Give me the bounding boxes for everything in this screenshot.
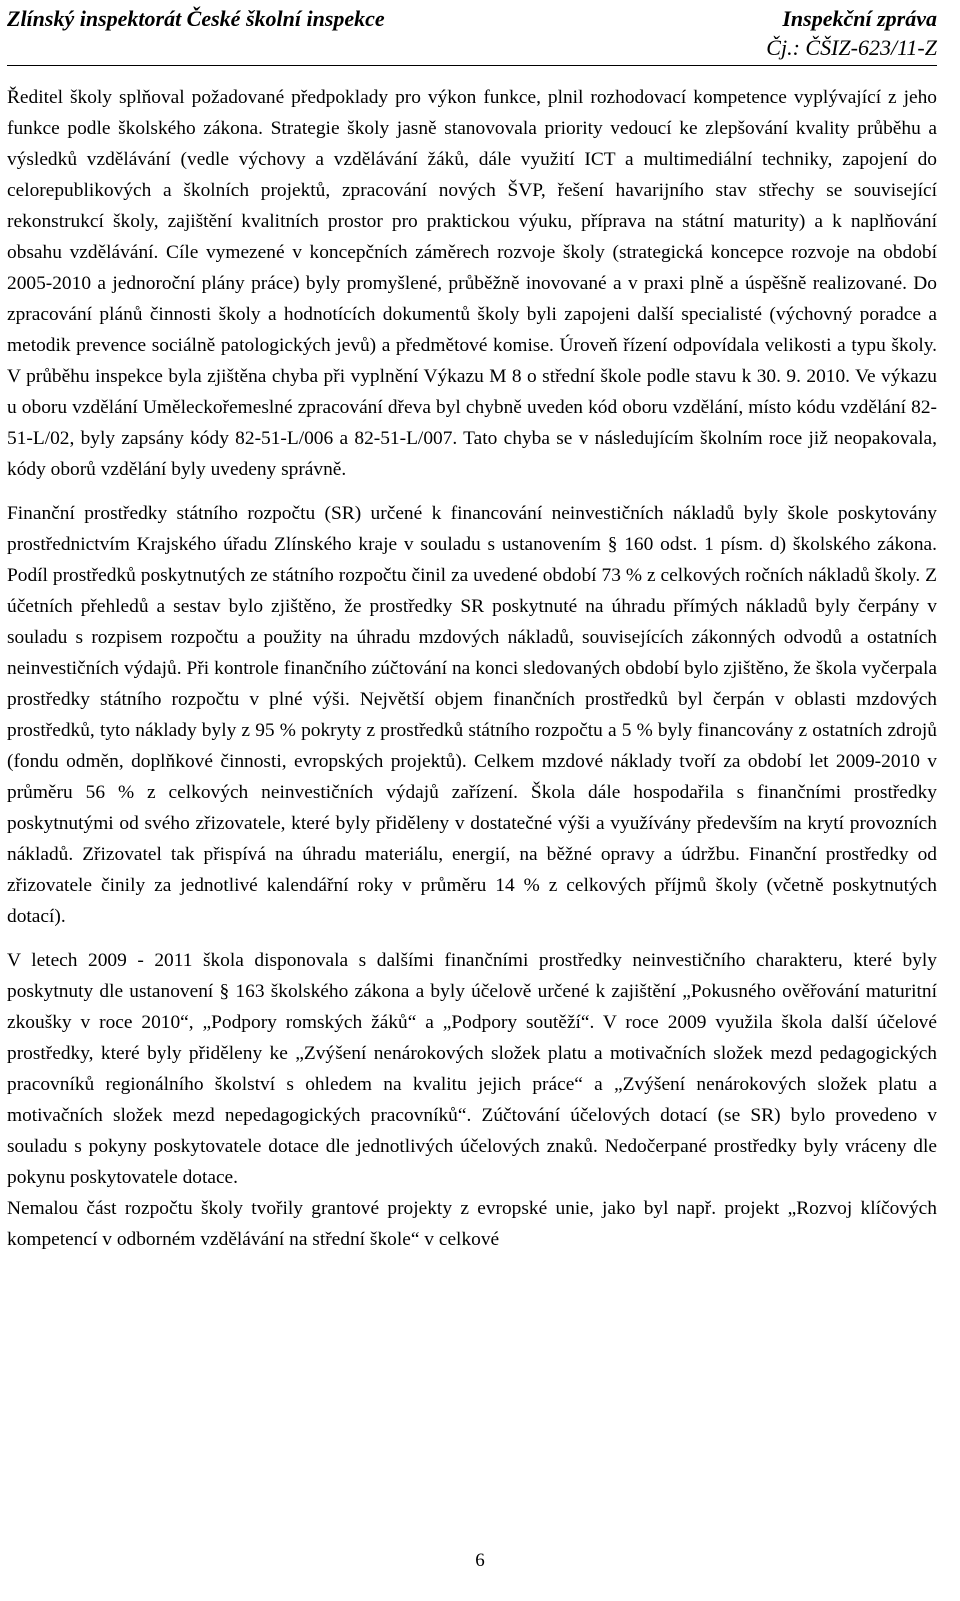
paragraph-grant-projects: Nemalou část rozpočtu školy tvořily grantové projekty z evropské unie, jako byl např. projekt „Rozvoj klíčových kompetencí v odborném vzdělávání na střední škole“ v celkové [7,1198,937,1250]
header-reference: Čj.: ČŠIZ-623/11-Z [766,35,937,60]
paragraph-state-budget: Finanční prostředky státního rozpočtu (SR) určené k financování neinvestičních nákladů byly škole poskytovány prostřednictvím Krajského úřadu Zlínského kraje v souladu s ustanovením § 160 odst. 1 písm. d) školského zákona. Podíl prostředků poskytnutých ze státního rozpočtu činil za uvedené období 73 % z celkových ročních nákladů školy. Z účetních přehledů a sestav bylo zjištěno, že prostředky SR poskytnuté na úhradu přímých nákladů byly čerpány v souladu s rozpisem rozpočtu a použity na úhradu mzdových nákladů, souvisejících zákonných odvodů a ostatních neinvestičních výdajů. Při kontrole finančního zúčtování na konci sledovaných období bylo zjištěno, že škola vyčerpala prostředky státního rozpočtu v plné výši. Největší objem finančních prostředků byl čerpán v oblasti mzdových prostředků, tyto náklady byly z 95 % pokryty z prostředků státního rozpočtu a 5 % byly financovány z ostatních zdrojů (fondu odměn, doplňkové činnosti, evropských projektů). Celkem mzdové náklady tvoří za období let 2009-2010 v průměru 56 % z celkových neinvestičních výdajů zařízení. Škola dále hospodařila s finančními prostředky poskytnutými od svého zřizovatele, které byly přiděleny v dostatečné výši a využívány především na krytí provozních nákladů. Zřizovatel tak přispívá na úhradu materiálu, energií, na běžné opravy a údržbu. Finanční prostředky od zřizovatele činily za jednotlivé kalendářní roky v průměru 14 % z celkových příjmů školy (včetně poskytnutých dotací). [7,503,937,927]
document-body [7,82,937,1255]
header-divider [7,65,937,66]
header-document-type: Inspekční zpráva [782,6,937,31]
page-number: 6 [475,1550,485,1571]
header-right-block [766,4,937,62]
paragraph-targeted-funds: V letech 2009 - 2011 škola disponovala s dalšími finančními prostředky neinvestičního charakteru, které byly poskytnuty dle ustanovení § 163 školského zákona a byly účelově určené k zajištění „Pokusného ověřování maturitní zkoušky v roce 2010“, „Podpory romských žáků“ a „Podpory soutěží“. V roce 2009 využila škola další účelové prostředky, které byly přiděleny ke „Zvýšení nenárokových složek platu a motivačních složek mezd pedagogických pracovníků regionálního školství s ohledem na kvalitu jejich práce“ a „Zvýšení nenárokových složek platu a motivačních složek mezd nepedagogických pracovníků“. Zúčtování účelových dotací (se SR) bylo provedeno v souladu s pokyny poskytovatele dotace dle jednotlivých účelových znaků. Nedočerpané prostředky byly vráceny dle pokynu poskytovatele dotace. [7,950,937,1188]
page-header [7,4,937,62]
header-organization: Zlínský inspektorát České školní inspekce [7,6,385,31]
paragraph-management: Ředitel školy splňoval požadované předpoklady pro výkon funkce, plnil rozhodovací kompetence vyplývající z jeho funkce podle školského zákona. Strategie školy jasně stanovovala priority vedoucí ke zlepšování kvality průběhu a výsledků vzdělávání (vedle výchovy a vzdělávání žáků, dále využití ICT a multimediální techniky, zapojení do celorepublikových a školních projektů, zpracování nových ŠVP, řešení havarijního stav střechy se související rekonstrukcí školy, zajištění kvalitních prostor pro praktickou výuku, příprava na státní maturity) a k naplňování obsahu vzdělávání. Cíle vymezené v koncepčních záměrech rozvoje školy (strategická koncepce rozvoje na období 2005-2010 a jednoroční plány práce) byly promyšlené, průběžně inovované a v praxi plně a úspěšně realizované. Do zpracování plánů činnosti školy a hodnotících dokumentů školy byli zapojeni další specialisté (výchovný poradce a metodik prevence sociálně patologických jevů) a předmětové komise. Úroveň řízení odpovídala velikosti a typu školy. V průběhu inspekce byla zjištěna chyba při vyplnění Výkazu M 8 o střední škole podle stavu k 30. 9. 2010. Ve výkazu u oboru vzdělání Uměleckořemeslné zpracování dřeva byl chybně uveden kód oboru vzdělání, místo kódu vzdělání 82-51-L/02, byly zapsány kódy 82-51-L/006 a 82-51-L/007. Tato chyba se v následujícím školním roce již neopakovala, kódy oborů vzdělání byly uvedeny správně. [7,87,937,480]
